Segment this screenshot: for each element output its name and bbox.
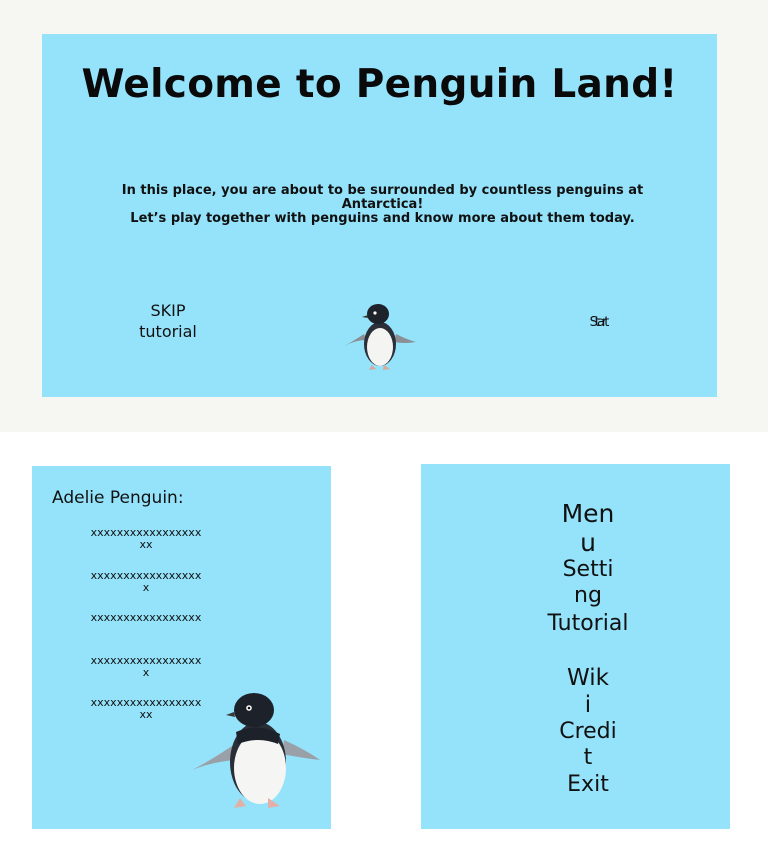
species-title: Adelie Penguin: [52, 488, 184, 508]
fact-item: xxxxxxxxxxxxxxxxxxx [90, 696, 202, 721]
fact-list [90, 527, 202, 740]
menu-heading: Menu [561, 499, 615, 557]
skip-tutorial-button[interactable]: SKIP tutorial [130, 300, 206, 342]
fact-item: xxxxxxxxxxxxxxxxxx [90, 568, 202, 594]
tutorial-menu-item[interactable]: Tutorial [538, 609, 638, 639]
intro-text [120, 184, 645, 226]
wiki-menu-item[interactable]: Wiki [564, 665, 612, 719]
penguin-info-panel [32, 466, 331, 829]
page-title: Welcome to Penguin Land! [81, 62, 678, 107]
fact-item: xxxxxxxxxxxxxxxxx [90, 611, 202, 624]
credit-menu-item[interactable]: Credit [559, 719, 617, 770]
menu-list [538, 499, 638, 799]
main-menu-panel [421, 464, 730, 829]
fact-item: xxxxxxxxxxxxxxxxxxx [90, 526, 202, 551]
welcome-panel [42, 34, 717, 397]
intro-line-2: Let’s play together with penguins and know more about them today. [130, 211, 635, 226]
penguin-icon [342, 302, 418, 372]
intro-line-1: In this place, you are about to be surrounded by countless penguins at Antarctica! [121, 183, 644, 212]
fact-item: xxxxxxxxxxxxxxxxxx [90, 653, 202, 679]
adelie-penguin-icon [188, 692, 322, 816]
start-button[interactable]: Start [589, 315, 607, 330]
exit-menu-item[interactable]: Exit [538, 771, 638, 799]
setting-menu-item[interactable]: Setting [557, 557, 619, 609]
